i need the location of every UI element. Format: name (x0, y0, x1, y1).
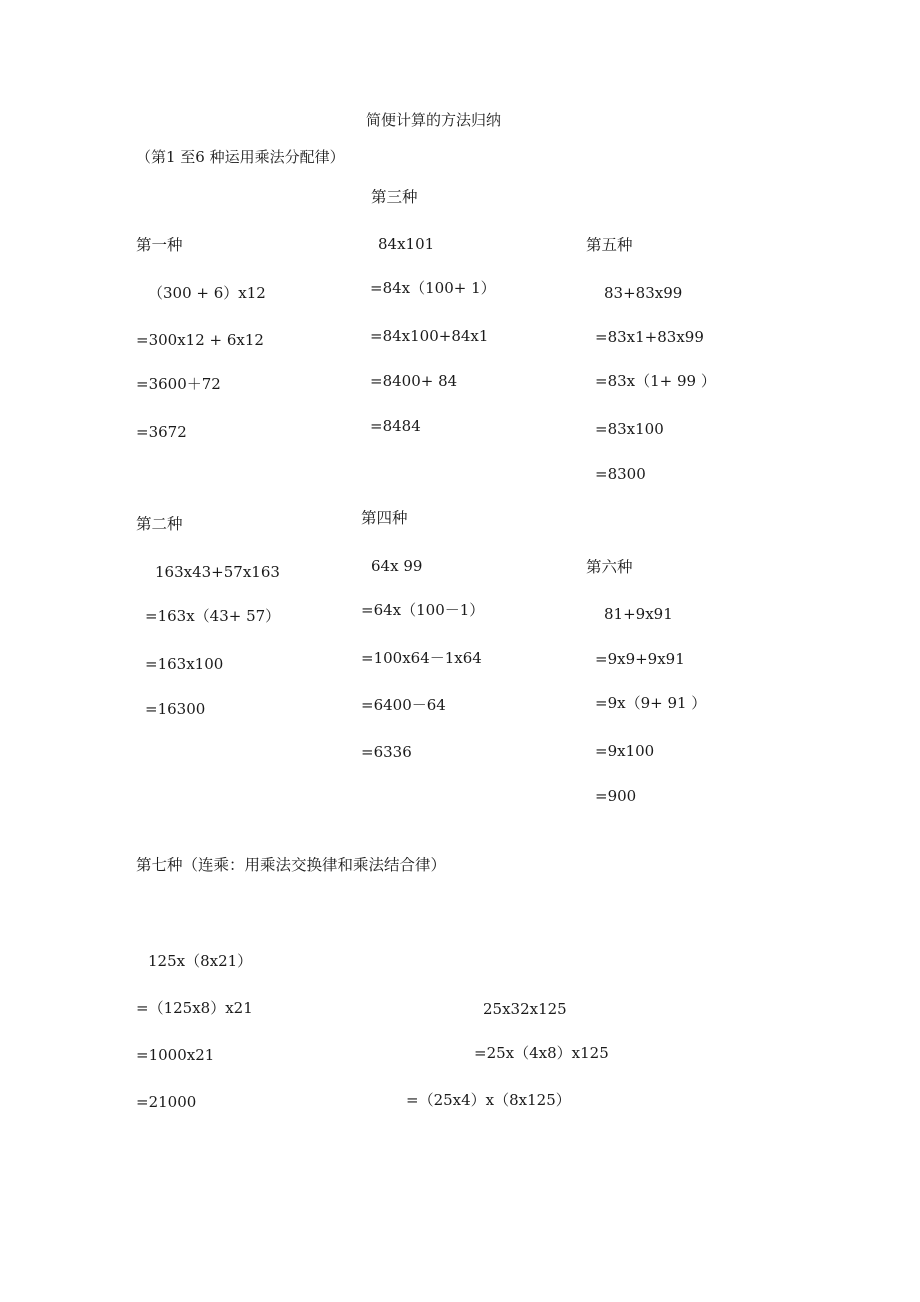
method-6-line-5: =900 (595, 787, 637, 805)
method-7-example-a-line-4: =21000 (136, 1093, 197, 1111)
method-7-example-a-line-1: 125x（8x21） (148, 952, 253, 970)
method-4-line-5: =6336 (361, 743, 412, 761)
page-title: 简便计算的方法归纳 (366, 111, 502, 129)
method-2-line-1: 163x43+57x163 (155, 563, 280, 581)
method-3-heading: 第三种 (371, 188, 418, 206)
method-2-line-2: =163x（43+ 57） (145, 607, 281, 625)
method-3-line-3: =84x100+84x1 (370, 327, 489, 345)
method-2-line-3: =163x100 (145, 655, 224, 673)
page-subtitle: （第1 至6 种运用乘法分配律） (136, 148, 345, 166)
method-5-line-5: =8300 (595, 465, 646, 483)
method-5-line-2: =83x1+83x99 (595, 328, 704, 346)
method-7-example-a-line-3: =1000x21 (136, 1046, 215, 1064)
method-1-line-3: =3600＋72 (136, 375, 221, 393)
method-1-heading: 第一种 (136, 236, 183, 254)
method-7-heading: 第七种（连乘：用乘法交换律和乘法结合律） (136, 856, 447, 874)
method-7-example-b-line-1: 25x32x125 (483, 1000, 567, 1018)
method-2-line-4: =16300 (145, 700, 206, 718)
method-4-heading: 第四种 (361, 509, 408, 527)
method-4-line-1: 64x 99 (371, 557, 423, 575)
method-6-line-2: =9x9+9x91 (595, 650, 685, 668)
method-4-line-4: =6400－64 (361, 696, 446, 714)
method-6-line-3: =9x（9+ 91 ） (595, 694, 707, 712)
method-3-line-1: 84x101 (378, 235, 435, 253)
method-6-line-1: 81+9x91 (604, 605, 673, 623)
method-6-heading: 第六种 (586, 558, 633, 576)
method-1-line-1: （300 + 6）x12 (148, 284, 266, 302)
method-1-line-4: =3672 (136, 423, 187, 441)
method-3-line-2: =84x（100+ 1） (370, 279, 496, 297)
method-7-example-a-line-2: =（125x8）x21 (136, 999, 253, 1017)
method-3-line-4: =8400+ 84 (370, 372, 458, 390)
method-5-line-1: 83+83x99 (604, 284, 683, 302)
method-4-line-2: =64x（100－1） (361, 601, 485, 619)
method-6-line-4: =9x100 (595, 742, 655, 760)
method-1-line-2: =300x12 + 6x12 (136, 331, 264, 349)
method-7-example-b-line-3: =（25x4）x（8x125） (406, 1091, 571, 1109)
method-3-line-5: =8484 (370, 417, 421, 435)
method-5-heading: 第五种 (586, 236, 633, 254)
method-5-line-4: =83x100 (595, 420, 664, 438)
method-2-heading: 第二种 (136, 515, 183, 533)
method-4-line-3: =100x64－1x64 (361, 649, 482, 667)
method-5-line-3: =83x（1+ 99 ） (595, 372, 716, 390)
method-7-example-b-line-2: =25x（4x8）x125 (474, 1044, 609, 1062)
